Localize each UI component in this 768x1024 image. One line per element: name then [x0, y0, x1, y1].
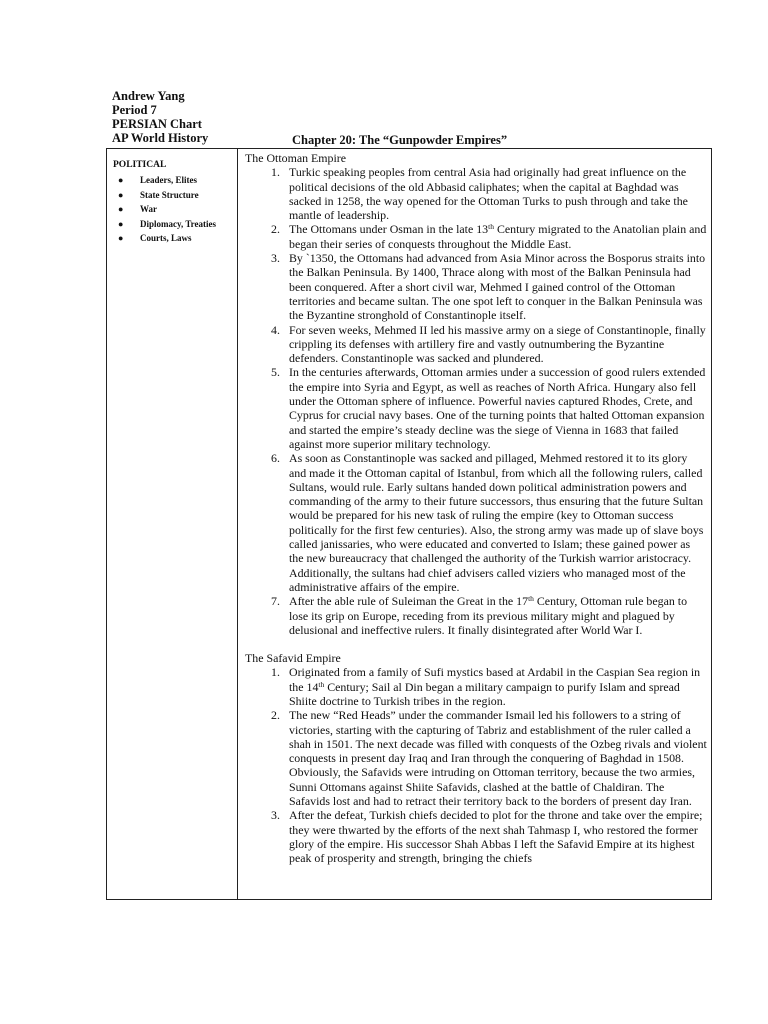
- category-bullet: ● Courts, Laws: [113, 231, 233, 246]
- list-item: 7. After the able rule of Suleiman the Great in the 17th Century, Ottoman rule began to lose its grip on Europe, receding from its previous military might and plagued by delusional and ineffective rulers. It finally disintegrated after World War I.: [271, 594, 688, 637]
- class-period: Period 7: [112, 103, 157, 117]
- list-item: 1. Turkic speaking peoples from central Asia had originally had great influence on the political decisions of the old Abbasid caliphates; when the capital at Baghdad was sacked in 1258, the way opened for the Ottoman Turks to push through and take the mantle of leadership.: [271, 165, 688, 223]
- category-bullet: ● State Structure: [113, 188, 233, 203]
- bullet-icon: ●: [118, 204, 124, 214]
- chart-type: PERSIAN Chart: [112, 117, 202, 131]
- category-bullet: ● Diplomacy, Treaties: [113, 217, 233, 232]
- bullet-icon: ●: [118, 175, 124, 185]
- ottoman-list: [245, 165, 707, 637]
- list-item: 2. The Ottomans under Osman in the late 13th Century migrated to the Anatolian plain and began their series of conquests throughout the Middle East.: [271, 222, 707, 251]
- list-item: 3. By `1350, the Ottomans had advanced from Asia Minor across the Bosporus straits into the Balkan Peninsula. By 1400, Thrace along with most of the Balkan Peninsula had been conquered. After a short civil war, Mehmed I gained control of the Ottoman territories and became sultan. The one spot left to conquer in the Balkan Peninsula was the Byzantine stronghold of Constantinople itself.: [271, 251, 706, 323]
- section-ottoman-empire: [245, 151, 707, 637]
- section-spacer: [245, 637, 707, 651]
- persian-chart-table: [106, 148, 712, 900]
- list-item: 1. Originated from a family of Sufi mystics based at Ardabil in the Caspian Sea region in the 14th Century; Sail al Din began a military campaign to purify Islam and spread Shiite doctrine to Turkish tribes in the region.: [271, 665, 701, 708]
- bullet-icon: ●: [118, 218, 124, 229]
- section-title: The Safavid Empire: [245, 651, 341, 666]
- column-divider: [237, 149, 238, 899]
- list-item: 4. For seven weeks, Mehmed II led his massive army on a siege of Constantinople, finally crippling its defenses with artillery fire and vastly outnumbering the Byzantine defenders. Constantinople was sacked and plundered.: [271, 322, 706, 366]
- category-title: POLITICAL: [113, 160, 167, 170]
- chapter-title: Chapter 20: The “Gunpowder Empires”: [292, 133, 508, 147]
- bullet-icon: ●: [118, 233, 124, 243]
- list-item: 5. In the centuries afterwards, Ottoman armies under a succession of good rulers extended the empire into Syria and Egypt, as well as reaches of North Africa. Hungary also fell under the Ottoman sphere of influence. Powerful navies captured Rhodes, Crete, and Cyprus for crucial navy bases. One of the turning points that halted Ottoman expansion and started the empire’s steady decline was the siege of Vienna in 1683 that failed against more superior military technology.: [271, 365, 706, 451]
- list-item: 6. As soon as Constantinople was sacked and pillaged, Mehmed restored it to its glory and made it the Ottoman capital of Istanbul, from which all the following rulers, called Sultans, would rule. Early sultans handed down political administration powers and commanding of the army to their future successors, thus ensuring that the future Sultan would be prepared for his new task of ruling the empire (key to Ottoman success politically for the first few centuries). Also, the strong army was made up of slave boys called janissaries, who were educated and converted to Islam; these gained power as the new bureaucracy that challenged the authority of the Turkish warrior aristocracy. Additionally, the sultans had chief advisers called viziers who managed most of the administrative affairs of the empire.: [271, 451, 704, 594]
- section-title: The Ottoman Empire: [245, 151, 347, 165]
- course-name: AP World History: [112, 131, 209, 145]
- notes-column: [245, 151, 707, 866]
- section-safavid-empire: [245, 651, 707, 865]
- student-name: Andrew Yang: [112, 89, 185, 103]
- bullet-icon: ●: [118, 189, 124, 200]
- safavid-list: [245, 665, 707, 865]
- list-item: 3. After the defeat, Turkish chiefs decided to plot for the throne and take over the empire; they were thwarted by the efforts of the next shah Tahmasp I, who restored the former glory of the empire. His successor Shah Abbas I left the Safavid Empire at its highest peak of prosperity and strength, bringing the chiefs: [271, 808, 703, 866]
- category-column: [113, 159, 233, 246]
- category-bullet: ● Leaders, Elites: [113, 173, 233, 188]
- list-item: 2. The new “Red Heads” under the commander Ismail led his followers to a string of victories, starting with the capturing of Tabriz and establishment of the ruler called a shah in 1501. The next decade was filled with conquests of the Ozbeg rivals and violent conquests in present day Iraq and Iran through the conquering of Baghdad in 1508. Obviously, the Safavids were intruding on Ottoman territory, because the two armies, Sunni Ottomans against Shiite Safavids, clashed at the battle of Chaldiran. The Safavids lost and had to retract their territory back to the borders of present day Iran.: [271, 708, 707, 809]
- category-bullet: ● War: [113, 202, 233, 217]
